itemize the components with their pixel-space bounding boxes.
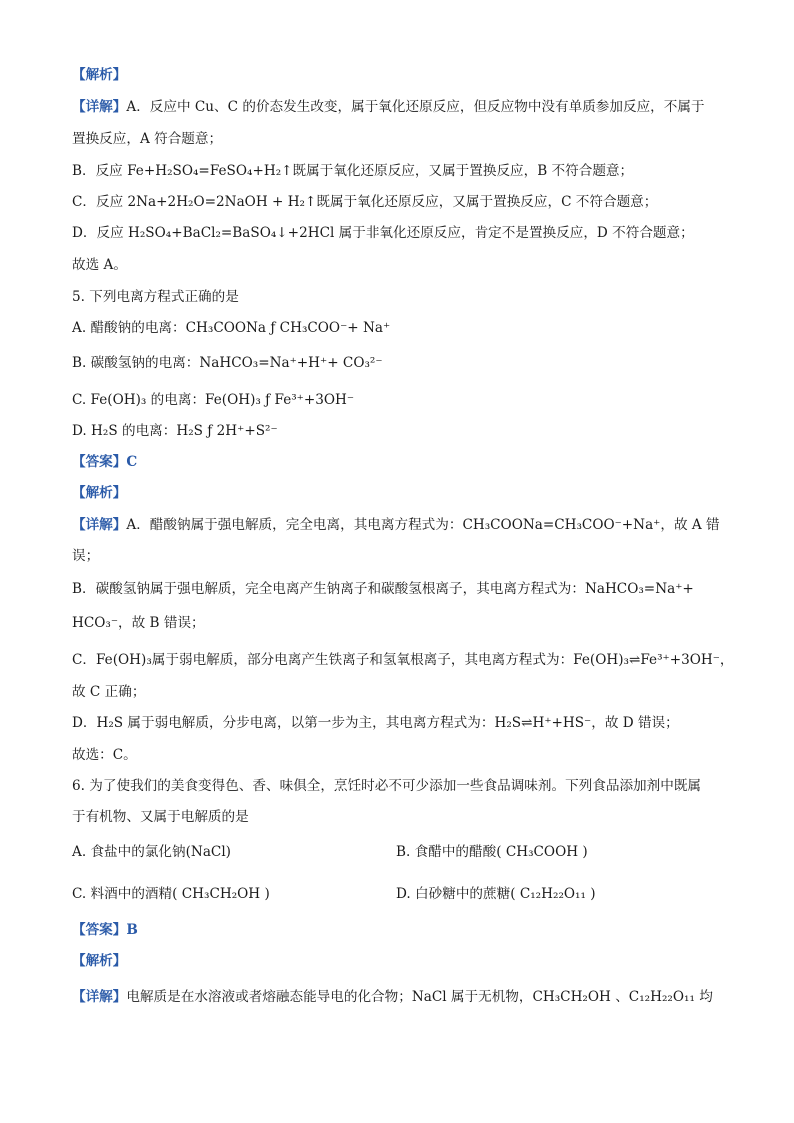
answer: 【答案】B (72, 922, 138, 938)
question-stem: 5. 下列电离方程式正确的是 (72, 289, 239, 305)
detail-tag: 【详解】 (72, 989, 127, 1005)
question-stem: 6. 为了使我们的美食变得色、香、味俱全，烹饪时必不可少添加一些食品调味剂。下列食品添加剂中既属 (72, 778, 702, 794)
detail-line: C．Fe(OH)₃属于弱电解质，部分电离产生铁离子和氢氧根离子，其电离方程式为：Fe(OH)₃⇌Fe³⁺+3OH⁻， (72, 652, 734, 668)
analysis-heading: 【解析】 (72, 953, 127, 969)
detail-line: B．反应 Fe+H₂SO₄=FeSO₄+H₂↑既属于氧化还原反应，又属于置换反应，B 不符合题意； (72, 163, 634, 179)
analysis-heading: 【解析】 (72, 67, 127, 83)
option-d: D. 白砂糖中的蔗糖( C₁₂H₂₂O₁₁ ) (396, 886, 596, 902)
option-a: A. 食盐中的氯化钠(NaCl) (72, 844, 231, 860)
answer: 【答案】C (72, 454, 138, 470)
option-b: B. 食醋中的醋酸( CH₃COOH ) (396, 844, 588, 860)
question-stem: 于有机物、又属于电解质的是 (72, 809, 249, 825)
detail-line: D．H₂S 属于弱电解质，分步电离，以第一步为主，其电离方程式为：H₂S⇌H⁺+HS⁻，故 D 错误； (72, 715, 679, 731)
detail-tag: 【详解】 (72, 517, 127, 533)
option-d: D. H₂S 的电离：H₂S ƒ 2H⁺+S²⁻ (72, 423, 278, 439)
option-a: A. 醋酸钠的电离：CH₃COONa ƒ CH₃COO⁻+ Na⁺ (72, 320, 391, 336)
conclusion: 故选：C。 (72, 747, 137, 763)
detail-line (72, 988, 713, 1006)
detail-line: C．反应 2Na+2H₂O=2NaOH + H₂↑既属于氧化还原反应，又属于置换反应，C 不符合题意； (72, 194, 658, 210)
option-c: C. Fe(OH)₃ 的电离：Fe(OH)₃ ƒ Fe³⁺+3OH⁻ (72, 392, 355, 408)
detail-line: HCO₃⁻，故 B 错误； (72, 615, 205, 631)
option-b: B. 碳酸氢钠的电离：NaHCO₃=Na⁺+H⁺+ CO₃²⁻ (72, 355, 383, 371)
detail-line: 误； (72, 548, 100, 564)
detail-text: A．醋酸钠属于强电解质，完全电离，其电离方程式为：CH₃COONa=CH₃COO⁻+Na⁺，故 A 错 (126, 517, 720, 533)
detail-line (72, 516, 720, 534)
detail-tag: 【详解】 (72, 99, 127, 115)
detail-text: A．反应中 Cu、C 的价态发生改变，属于氧化还原反应，但反应物中没有单质参加反应，不属于 (126, 99, 705, 115)
conclusion: 故选 A。 (72, 257, 127, 273)
option-c: C. 料酒中的酒精( CH₃CH₂OH ) (72, 886, 270, 902)
detail-line: 置换反应，A 符合题意； (72, 131, 223, 147)
detail-line: D．反应 H₂SO₄+BaCl₂=BaSO₄↓+2HCl 属于非氧化还原反应，肯定不是置换反应，D 不符合题意； (72, 225, 694, 241)
detail-line: B．碳酸氢钠属于强电解质，完全电离产生钠离子和碳酸氢根离子，其电离方程式为：NaHCO₃=Na⁺+ (72, 581, 694, 597)
detail-line: 故 C 正确； (72, 684, 146, 700)
detail-line (72, 98, 705, 116)
analysis-heading: 【解析】 (72, 485, 127, 501)
detail-text: 电解质是在水溶液或者熔融态能导电的化合物；NaCl 属于无机物，CH₃CH₂OH 、C₁₂H₂₂O₁₁ 均 (126, 989, 713, 1005)
